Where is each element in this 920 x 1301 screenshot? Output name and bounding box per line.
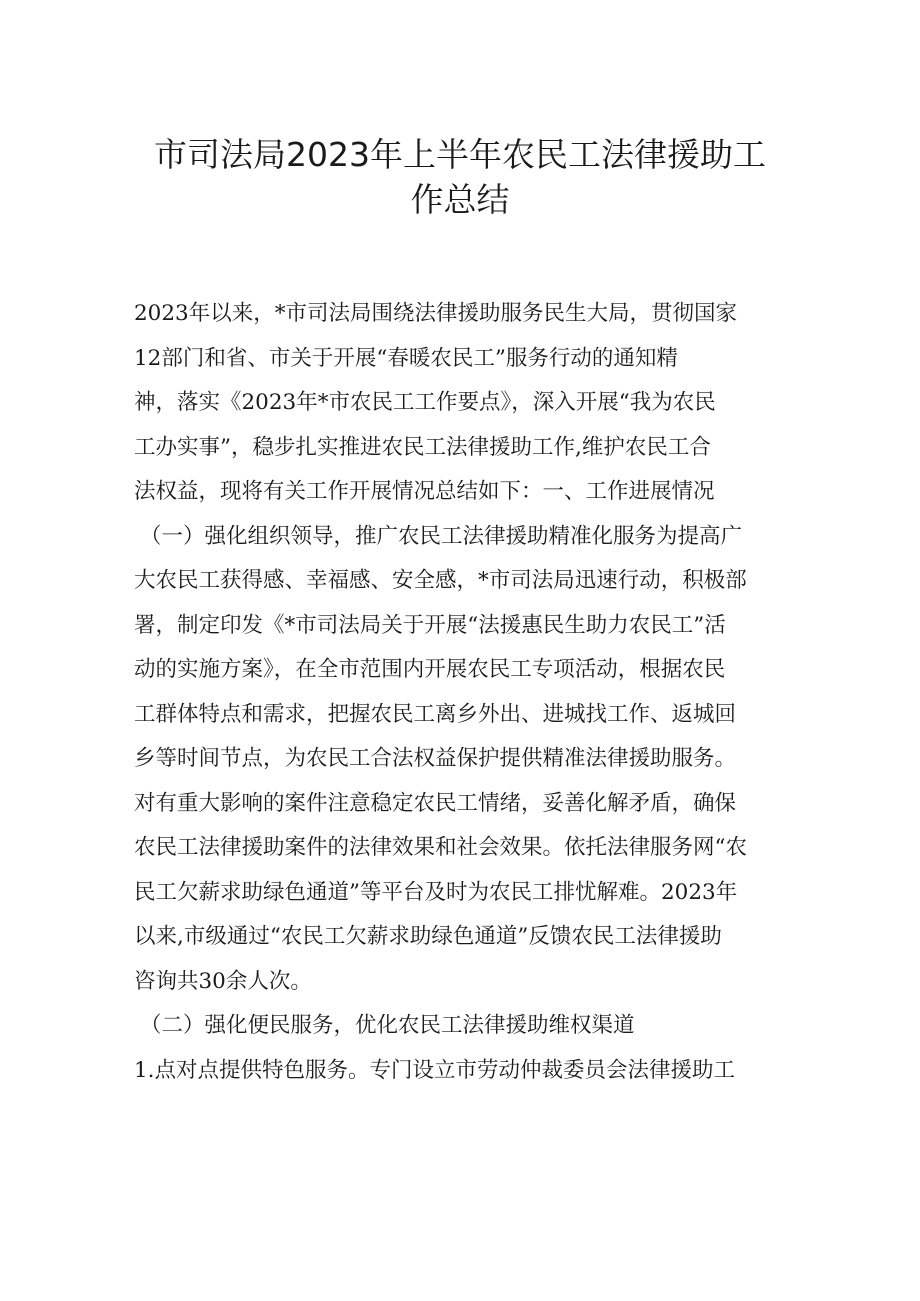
body-line: 大农民工获得感、幸福感、安全感，*市司法局迅速行动，积极部 — [134, 568, 747, 593]
body-line: 对有重大影响的案件注意稳定农民工情绪，妥善化解矛盾，确保 — [134, 790, 737, 816]
body-line: 工办实事”，稳步扎实推进农民工法律援助工作,维护农民工合 — [134, 434, 711, 460]
body-line: （二）强化便民服务，优化农民工法律援助维权渠道 — [140, 1013, 635, 1038]
document-body — [134, 292, 788, 1093]
title-line-2: 作总结 — [410, 179, 510, 219]
body-line: 咨询共30余人次。 — [134, 968, 312, 994]
body-line: 2023年以来，*市司法局围绕法律援助服务民生大局，贯彻国家 — [134, 301, 737, 326]
body-line: 神，落实《2023年*市农民工工作要点》，深入开展“我为农民 — [134, 390, 716, 415]
body-line: 乡等时间节点，为农民工合法权益保护提供精准法律援助服务。 — [134, 746, 737, 771]
body-line: 以来,市级通过“农民工欠薪求助绿色通道”反馈农民工法律援助 — [134, 924, 722, 949]
body-line: 12部门和省、市关于开展“春暖农民工”服务行动的通知精 — [134, 345, 678, 371]
body-line: （一）强化组织领导，推广农民工法律援助精准化服务为提高广 — [140, 523, 743, 549]
body-line: 1.点对点提供特色服务。专门设立市劳动仲裁委员会法律援助工 — [134, 1057, 736, 1083]
document-title — [100, 130, 820, 219]
body-line: 法权益，现将有关工作开展情况总结如下：一、工作进展情况 — [134, 479, 715, 504]
body-line: 动的实施方案》，在全市范围内开展农民工专项活动，根据农民 — [134, 657, 726, 682]
body-line: 民工欠薪求助绿色通道”等平台及时为农民工排忧解难。2023年 — [134, 879, 738, 905]
body-line: 工群体特点和需求，把握农民工离乡外出、进城找工作、返城回 — [134, 701, 737, 727]
body-line: 农民工法律援助案件的法律效果和社会效果。依托法律服务网“农 — [134, 835, 747, 860]
title-line-1: 市司法局2023年上半年农民工法律援助工 — [154, 135, 766, 174]
body-line: 署，制定印发《*市司法局关于开展“法援惠民生助力农民工”活 — [134, 612, 726, 638]
